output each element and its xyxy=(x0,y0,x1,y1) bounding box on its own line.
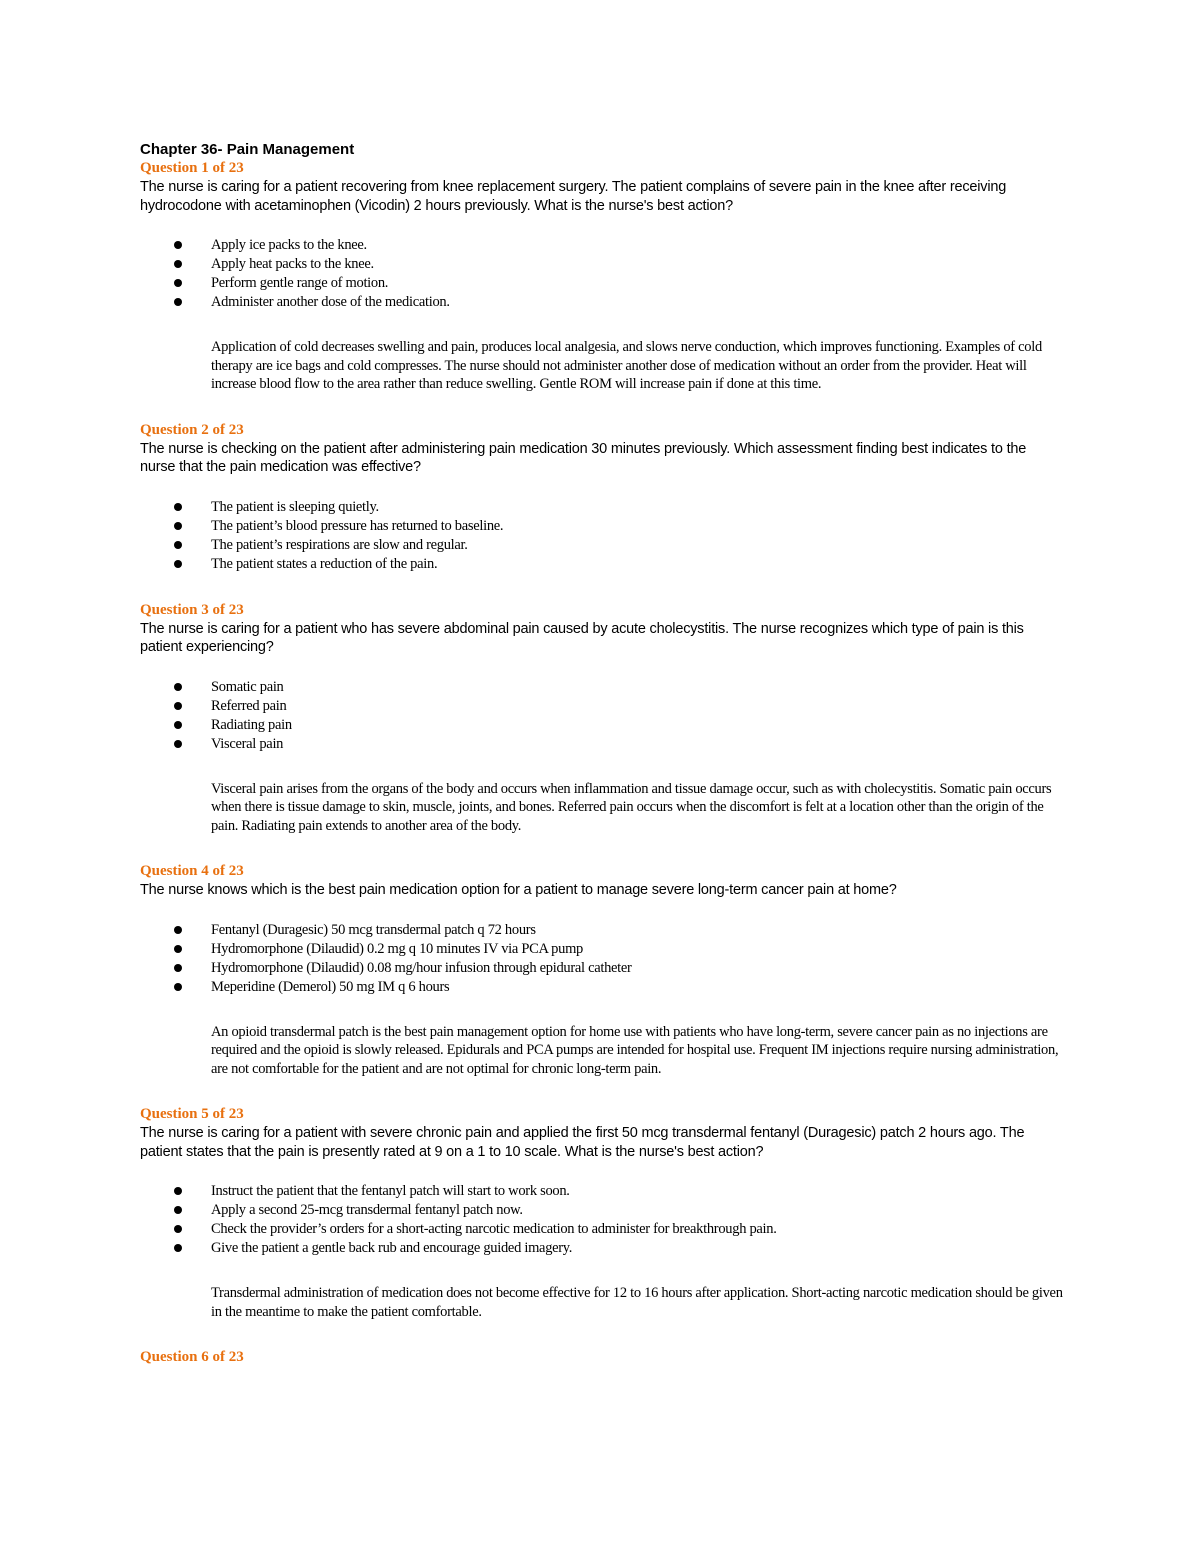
rationale-text: Transdermal administration of medication does not become effective for 12 to 16 hours after application. Short-acting narcotic medication should be given in the meantime to make the patient comfortable. xyxy=(211,1285,1063,1320)
question-text: The nurse is checking on the patient after administering pain medication 30 minutes previously. Which assessment finding best indicates to the nurse that the pain medication was effective? xyxy=(140,440,1027,475)
question-block xyxy=(140,601,1065,836)
answer-option: Meperidine (Demerol) 50 mg IM q 6 hours xyxy=(140,978,1065,997)
bullet-icon xyxy=(174,260,182,268)
rationale-text: An opioid transdermal patch is the best pain management option for home use with patients who have long-term, severe cancer pain as no injections are required and the opioid is slowly released. Epidurals and PCA pumps are intended for hospital use. Frequent IM injections require nursing administration, are not comfortable for the patient and are not optimal for chronic long-term pain. xyxy=(211,1023,1059,1077)
question-block xyxy=(140,159,1065,394)
chapter-title: Chapter 36- Pain Management xyxy=(140,141,355,158)
answer-option: Administer another dose of the medication. xyxy=(140,293,1065,312)
bullet-icon xyxy=(174,702,182,710)
question-header: Question 6 of 23 xyxy=(140,1349,244,1365)
answer-option: Apply ice packs to the knee. xyxy=(140,236,1065,255)
rationale-text: Visceral pain arises from the organs of the body and occurs when inflammation and tissue damage occur, such as with cholecystitis. Somatic pain occurs when there is tissue damage to skin, muscle, joints, and bones. Referred pain occurs when the discomfort is felt at a location other than the origin of the pain. Radiating pain extends to another area of the body. xyxy=(211,780,1052,834)
answer-option: Hydromorphone (Dilaudid) 0.08 mg/hour infusion through epidural catheter xyxy=(140,959,1065,978)
answer-option: Instruct the patient that the fentanyl patch will start to work soon. xyxy=(140,1182,1065,1201)
answer-option: The patient’s respirations are slow and regular. xyxy=(140,536,1065,555)
question-header: Question 4 of 23 xyxy=(140,863,244,879)
bullet-icon xyxy=(174,503,182,511)
answer-options xyxy=(140,1182,1065,1258)
answer-option: Visceral pain xyxy=(140,735,1065,754)
bullet-icon xyxy=(174,298,182,306)
bullet-icon xyxy=(174,1244,182,1252)
question-header: Question 2 of 23 xyxy=(140,421,244,438)
question-header: Question 3 of 23 xyxy=(140,601,244,618)
answer-option: Fentanyl (Duragesic) 50 mcg transdermal patch q 72 hours xyxy=(140,921,1065,940)
answer-option: Give the patient a gentle back rub and encourage guided imagery. xyxy=(140,1239,1065,1258)
answer-options xyxy=(140,921,1065,997)
bullet-icon xyxy=(174,541,182,549)
answer-option: The patient is sleeping quietly. xyxy=(140,498,1065,517)
question-block xyxy=(140,1348,1065,1367)
bullet-icon xyxy=(174,279,182,287)
question-block xyxy=(140,1105,1065,1321)
answer-option: The patient states a reduction of the pain. xyxy=(140,555,1065,574)
bullet-icon xyxy=(174,241,182,249)
bullet-icon xyxy=(174,964,182,972)
bullet-icon xyxy=(174,560,182,568)
question-text: The nurse is caring for a patient who has severe abdominal pain caused by acute cholecystitis. The nurse recognizes which type of pain is this patient experiencing? xyxy=(140,620,1024,655)
bullet-icon xyxy=(174,926,182,934)
answer-option: Check the provider’s orders for a short-acting narcotic medication to administer for breakthrough pain. xyxy=(140,1220,1065,1239)
rationale-text: Application of cold decreases swelling and pain, produces local analgesia, and slows nerve conduction, which improves functioning. Examples of cold therapy are ice bags and cold compresses. The nurse should not administer another dose of medication without an order from the provider. Heat will increase blood flow to the area rather than reduce swelling. Gentle ROM will increase pain if done at this time. xyxy=(211,339,1042,392)
bullet-icon xyxy=(174,1187,182,1195)
question-block xyxy=(140,421,1065,574)
bullet-icon xyxy=(174,1225,182,1233)
document-page xyxy=(140,140,1065,1367)
answer-option: Apply a second 25-mcg transdermal fentanyl patch now. xyxy=(140,1201,1065,1220)
answer-options xyxy=(140,498,1065,574)
answer-option: Hydromorphone (Dilaudid) 0.2 mg q 10 minutes IV via PCA pump xyxy=(140,940,1065,959)
bullet-icon xyxy=(174,683,182,691)
answer-options xyxy=(140,236,1065,312)
question-block xyxy=(140,862,1065,1078)
answer-option: Apply heat packs to the knee. xyxy=(140,255,1065,274)
answer-option: Referred pain xyxy=(140,697,1065,716)
bullet-icon xyxy=(174,983,182,991)
answer-options xyxy=(140,678,1065,754)
question-text: The nurse knows which is the best pain medication option for a patient to manage severe long-term cancer pain at home? xyxy=(140,882,897,898)
answer-option: Radiating pain xyxy=(140,716,1065,735)
question-header: Question 1 of 23 xyxy=(140,160,244,176)
answer-option: Somatic pain xyxy=(140,678,1065,697)
bullet-icon xyxy=(174,1206,182,1214)
answer-option: The patient’s blood pressure has returned to baseline. xyxy=(140,517,1065,536)
question-text: The nurse is caring for a patient with severe chronic pain and applied the first 50 mcg transdermal fentanyl (Duragesic) patch 2 hours ago. The patient states that the pain is presently rated at 9 on a 1 to 10 scale. What is the nurse's best action? xyxy=(140,1125,1025,1160)
bullet-icon xyxy=(174,721,182,729)
bullet-icon xyxy=(174,945,182,953)
bullet-icon xyxy=(174,522,182,530)
answer-option: Perform gentle range of motion. xyxy=(140,274,1065,293)
bullet-icon xyxy=(174,740,182,748)
question-text: The nurse is caring for a patient recovering from knee replacement surgery. The patient complains of severe pain in the knee after receiving hydrocodone with acetaminophen (Vicodin) 2 hours previously. What is the nurse's best action? xyxy=(140,179,1007,214)
question-header: Question 5 of 23 xyxy=(140,1106,244,1122)
